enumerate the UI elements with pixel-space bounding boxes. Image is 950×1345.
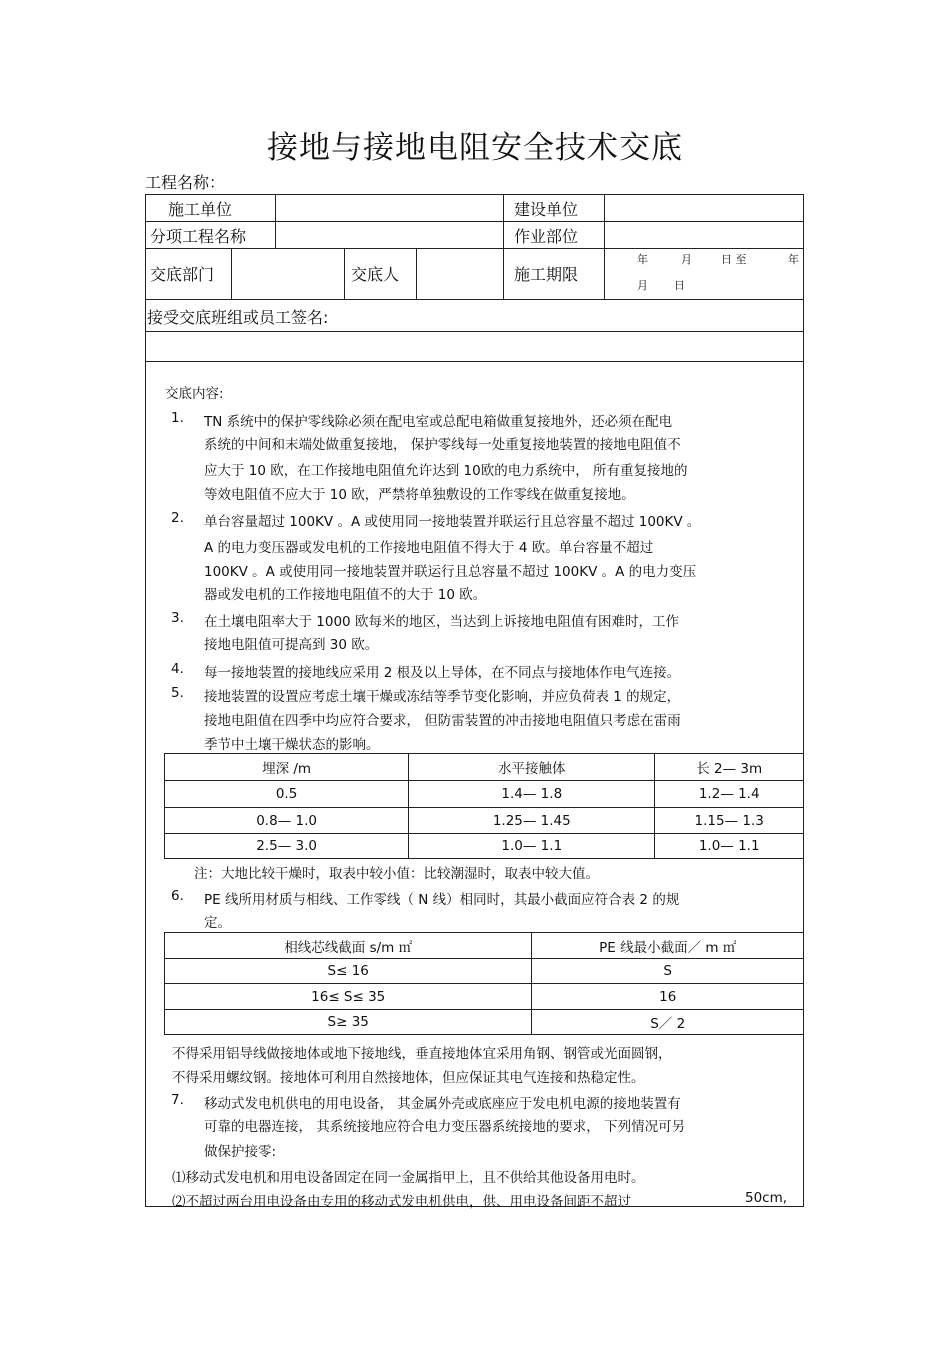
table-row [165,1010,804,1035]
sub-item-tail: 50cm, [745,1190,788,1206]
item-text: 器或发电机的工作接地电阻值不的大于 10 欧。 [204,587,487,603]
item-text: 单台容量超过 100KV 。A 或使用同一接地装置并联运行且总容量不超过 100KV 。 [204,514,701,530]
table-cell: 1.0— 1.1 [409,834,655,859]
col-divider [344,248,345,299]
item-text: 在土壤电阻率大于 1000 欧每米的地区，当达到上诉接地电阻值有困难时，工作 [204,614,679,630]
paragraph-line: 不得采用铝导线做接地体或地下接地线，垂直接地体宜采用角钢、钢管或光面圆钢， [172,1046,672,1062]
briefer-label: 交底人 [351,265,400,284]
table-row [165,959,804,984]
briefing-form [145,194,804,1210]
item-number: 1. [171,410,184,426]
table-cell: 0.5 [165,781,409,808]
date-year-end: 年 [788,253,799,266]
project-name-label: 工程名称： [145,173,226,192]
table-row [165,781,804,808]
table-cell: 16≤ S≤ 35 [165,984,532,1010]
table-row [165,984,804,1010]
item-text: 系统的中间和末端处做重复接地， 保护零线每一处重复接地装置的接地电阻值不 [204,437,681,453]
work-location-label: 作业部位 [514,227,579,246]
date-day-end: 日 [674,279,685,292]
page-title: 接地与接地电阻安全技术交底 [267,130,683,166]
dept-label: 交底部门 [150,265,215,284]
table-row [165,808,804,834]
item-number: 3. [171,610,184,626]
construction-unit-label: 施工单位 [168,200,233,219]
content-label: 交底内容: [165,386,224,402]
period-label: 施工期限 [514,265,579,284]
item-number: 7. [171,1092,184,1108]
item-text: 做保护接零: [204,1144,277,1160]
item-text: 应大于 10 欧，在工作接地电阻值允许达到 10欧的电力系统中， 所有重复接地的 [204,463,688,479]
table-note: 注：大地比较干燥时，取表中较小值：比较潮湿时，取表中较大值。 [194,866,599,882]
col-divider [604,195,605,299]
table-header: 水平接触体 [409,754,655,781]
date-month-end: 月 [637,279,648,292]
col-divider [231,248,232,299]
table-cell: 2.5— 3.0 [165,834,409,859]
table-cell: 0.8— 1.0 [165,808,409,834]
table-cell: 1.0— 1.1 [655,834,804,859]
col-divider [503,195,504,299]
item-text: 移动式发电机供电的用电设备， 其金属外壳或底座应于发电机电源的接地装置有 [204,1096,681,1112]
item-text: 季节中土壤干燥状态的影响。 [204,737,380,753]
signature-label: 接受交底班组或员工签名: [147,308,329,327]
table-header-row [165,754,804,781]
item-number: 5. [171,685,184,701]
date-year: 年 [637,253,648,266]
item-text: PE 线所用材质与相线、工作零线（ N 线）相同时，其最小截面应符合表 2 的规 [204,892,680,908]
item-text: 接地电阻值在四季中均应符合要求， 但防雷装置的冲击接地电阻值只考虑在雷雨 [204,713,681,729]
row-divider [146,331,803,332]
table-cell: 16 [532,984,804,1010]
item-number: 6. [171,888,184,904]
item-text: A 的电力变压器或发电机的工作接地电阻值不得大于 4 欧。单台容量不超过 [204,540,654,556]
table-header: 相线芯线截面 s/m ㎡ [165,933,532,959]
grounding-coefficient-table [164,753,804,859]
table-cell: 1.2— 1.4 [655,781,804,808]
date-day-to: 日 至 [721,253,747,266]
item-text: 等效电阻值不应大于 10 欧，严禁将单独敷设的工作零线在做重复接地。 [204,487,635,503]
col-divider [416,248,417,299]
item-text: 定。 [204,915,231,931]
row-divider [146,361,803,362]
sub-project-label: 分项工程名称 [150,227,247,246]
table-cell: 1.25— 1.45 [409,808,655,834]
date-month: 月 [681,253,692,266]
item-number: 2. [171,510,184,526]
table-header: 埋深 /m [165,754,409,781]
item-number: 4. [171,661,184,677]
item-text: 100KV 。A 或使用同一接地装置并联运行且总容量不超过 100KV 。A 的电力变压 [204,564,697,580]
table-cell: S≤ 16 [165,959,532,984]
sub-item: ⑴移动式发电机和用电设备固定在同一金属指甲上，且不供给其他设备用电时。 [172,1170,645,1186]
item-text: 接地电阻值可提高到 30 欧。 [204,637,379,653]
sub-item: ⑵不超过两台用电设备由专用的移动式发电机供电，供、用电设备间距不超过 [172,1194,631,1210]
table-cell: 1.4— 1.8 [409,781,655,808]
item-text: 接地装置的设置应考虑土壤干燥或冻结等季节变化影响，并应负荷表 1 的规定， [204,689,681,705]
item-text: TN 系统中的保护零线除必须在配电室或总配电箱做重复接地外，还必须在配电 [204,414,673,430]
table-header: 长 2— 3m [655,754,804,781]
item-text: 每一接地装置的接地线应采用 2 根及以上导体，在不同点与接地体作电气连接。 [204,665,681,681]
builder-unit-label: 建设单位 [514,200,579,219]
table-cell: S／ 2 [532,1010,804,1035]
table-cell: S≥ 35 [165,1010,532,1035]
row-divider [146,221,803,222]
pe-cross-section-table [164,932,804,1035]
table-header: PE 线最小截面／ m ㎡ [532,933,804,959]
table-cell: 1.15— 1.3 [655,808,804,834]
table-header-row [165,933,804,959]
col-divider [275,195,276,248]
table-row [165,834,804,859]
table-cell: S [532,959,804,984]
item-text: 可靠的电器连接， 其系统接地应符合电力变压器系统接地的要求， 下列情况可另 [204,1119,686,1135]
row-divider [146,248,803,249]
row-divider [146,299,803,300]
paragraph-line: 不得采用螺纹钢。接地体可利用自然接地体，但应保证其电气连接和热稳定性。 [172,1070,645,1086]
